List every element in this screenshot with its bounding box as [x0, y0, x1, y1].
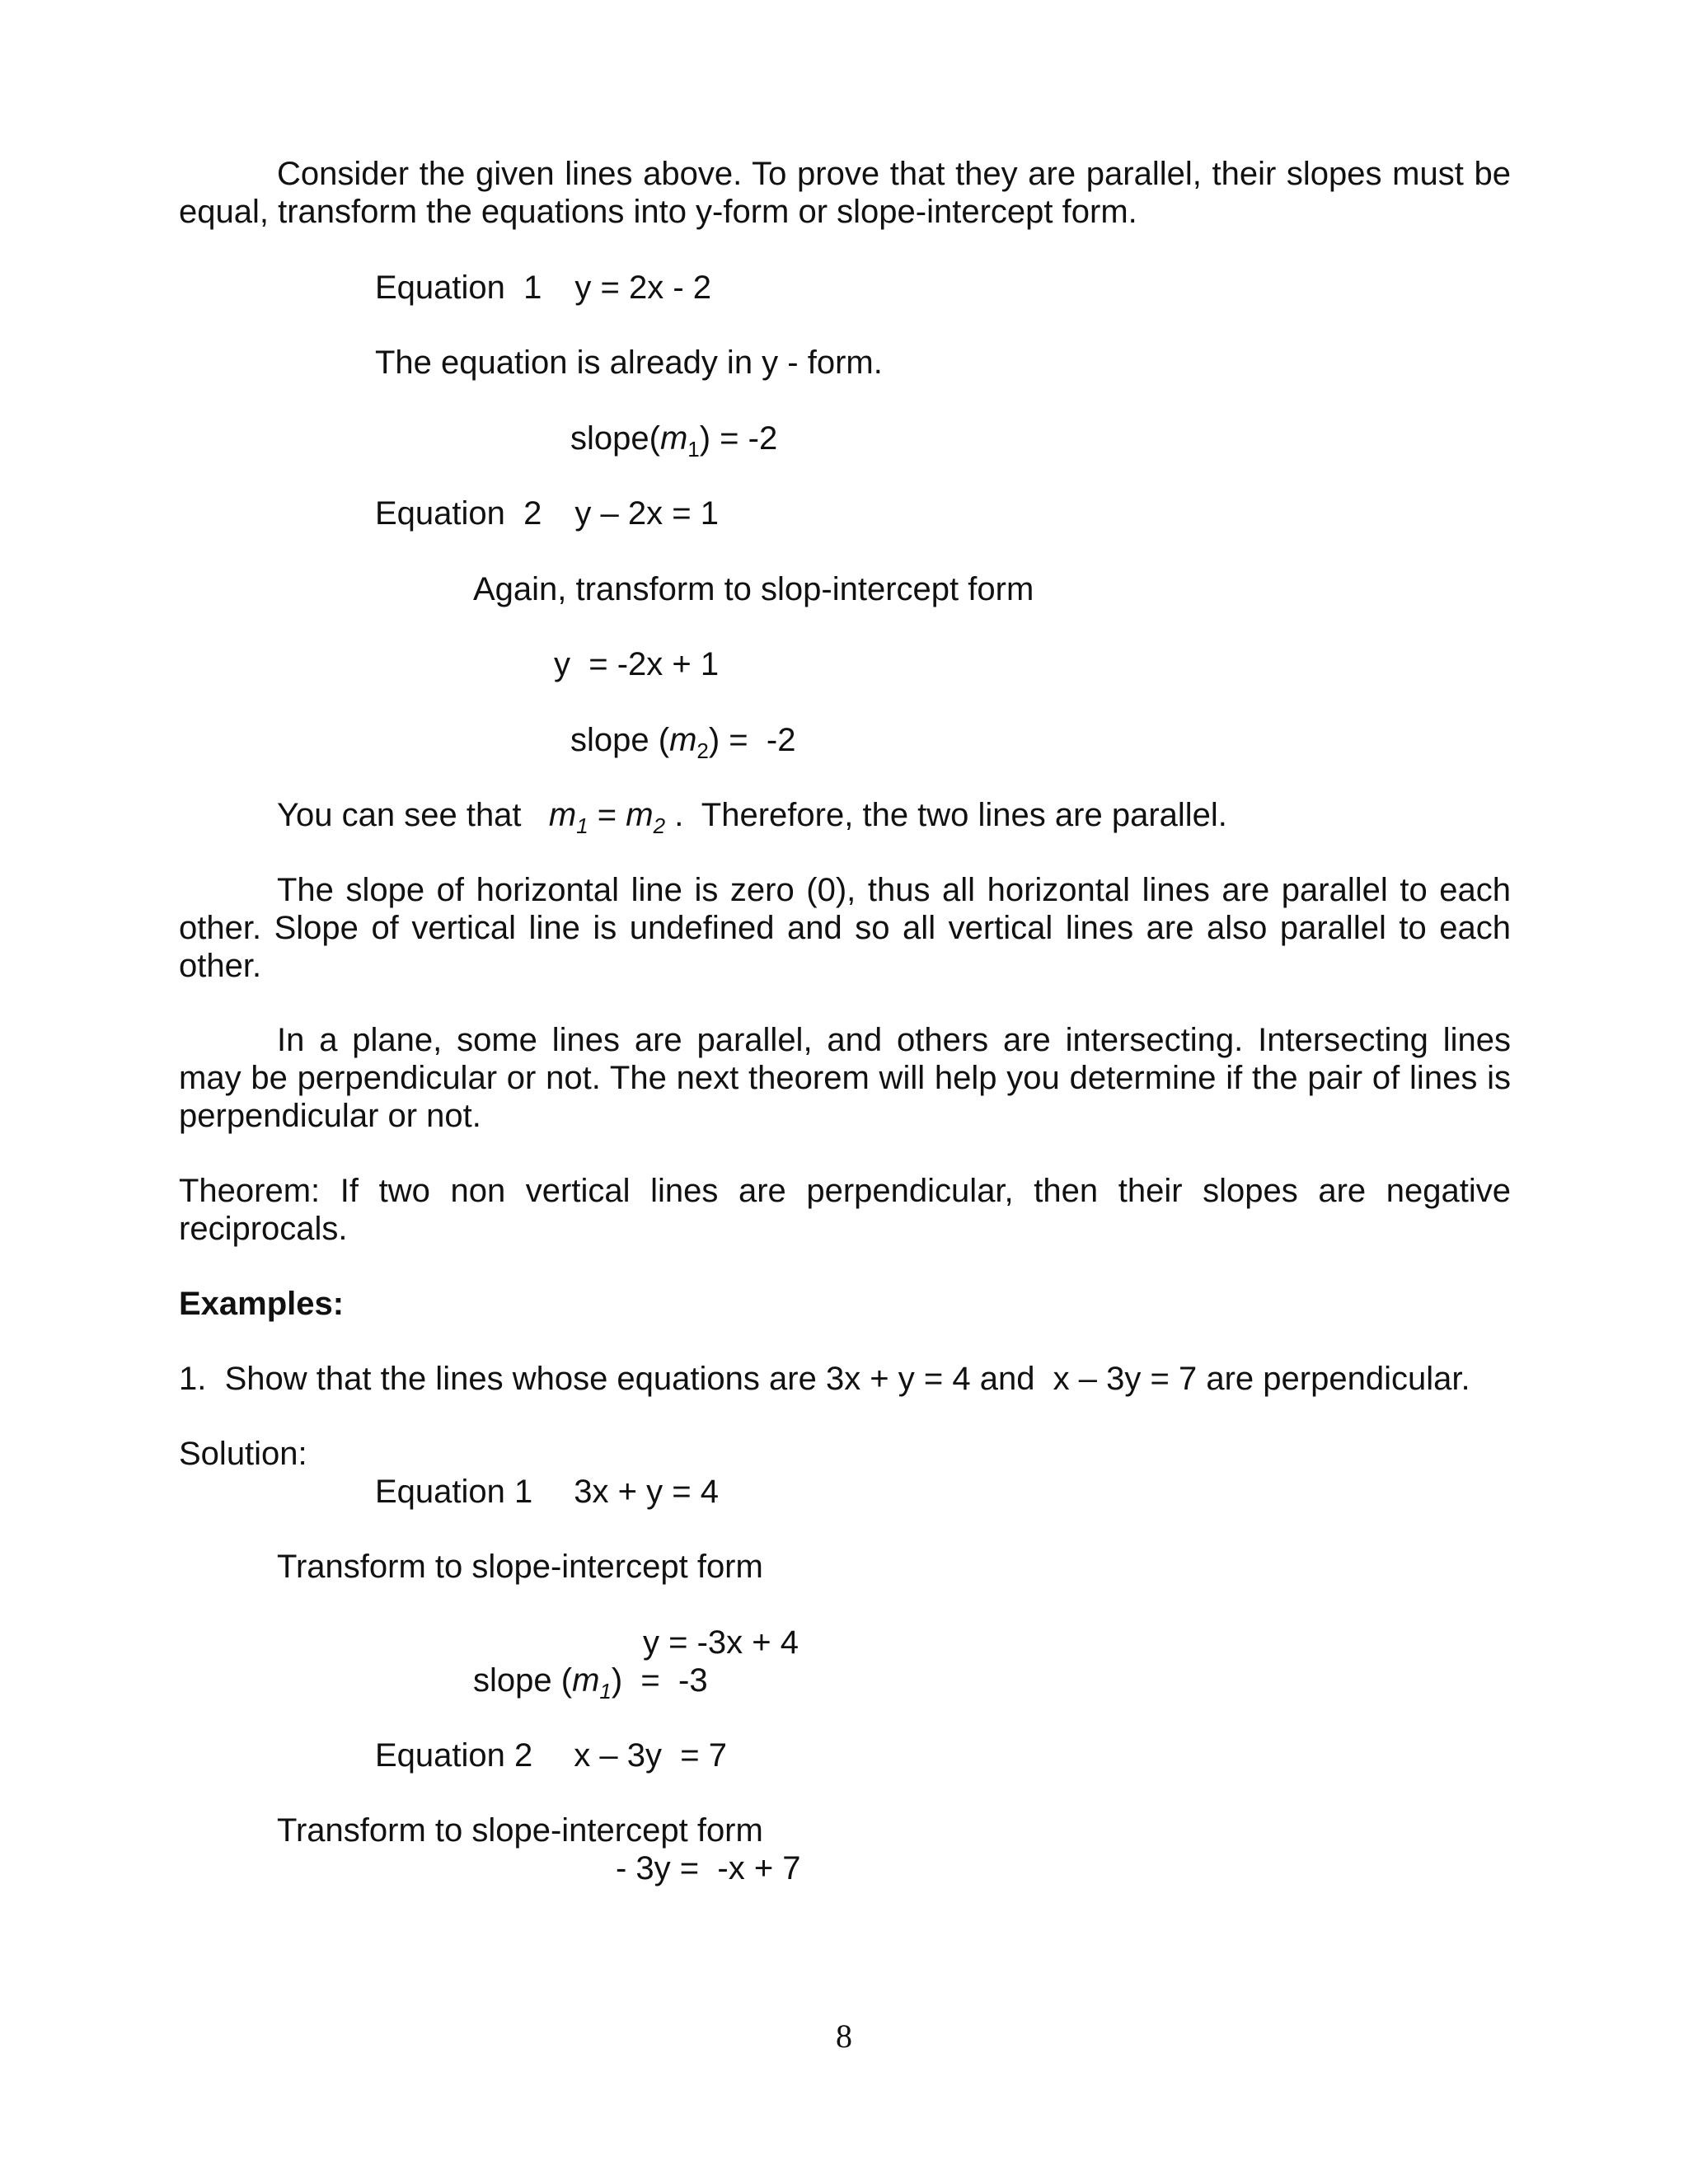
theorem-paragraph: Theorem: If two non vertical lines are perpendicular, then their slopes are negative reciprocals. — [179, 1173, 1511, 1247]
conclusion-prefix: You can see that — [277, 797, 549, 833]
intersecting-paragraph: In a plane, some lines are parallel, and others are intersecting. Intersecting lines may be perpendicular or not. The next theorem will help you determine if the pair of lines is perpendicular or not. — [179, 1022, 1511, 1134]
equation-2-note: Again, transform to slop-intercept form — [473, 571, 1034, 607]
transform-2: Transform to slope-intercept form — [277, 1812, 763, 1849]
equation-1-value: y = 2x - 2 — [574, 269, 712, 306]
slope-1-line — [570, 419, 778, 462]
equation-1-line — [375, 269, 711, 307]
example-equation-2-line — [375, 1736, 727, 1774]
example-slope-1-line — [473, 1661, 708, 1704]
slope-2-sub: 2 — [696, 738, 709, 763]
equation-2-line — [375, 494, 719, 532]
example-slope-1-var: m — [572, 1662, 600, 1699]
example-slope-1-prefix: slope ( — [473, 1662, 573, 1699]
example-equation-1-transformed: y = -3x + 4 — [643, 1624, 799, 1661]
conclusion-m1: m — [548, 797, 577, 833]
example-equation-2-value: x – 3y = 7 — [574, 1737, 727, 1774]
example-slope-1-suffix: ) = -3 — [611, 1662, 708, 1699]
conclusion-m2-sub: 2 — [653, 813, 666, 838]
slope-2-prefix: slope ( — [570, 722, 670, 758]
example-equation-1-label: Equation 1 — [375, 1474, 533, 1510]
examples-heading: Examples: — [179, 1286, 345, 1322]
slope-1-sub: 1 — [687, 437, 700, 462]
equation-2-label: Equation 2 — [375, 495, 542, 532]
transform-1: Transform to slope-intercept form — [277, 1549, 763, 1585]
conclusion-equals: = — [588, 797, 626, 833]
equation-2-transformed: y = -2x + 1 — [554, 646, 720, 682]
example-equation-1-value: 3x + y = 4 — [574, 1474, 719, 1510]
slope-2-suffix: ) = -2 — [708, 722, 796, 758]
conclusion-m2: m — [626, 797, 654, 833]
example-slope-1-sub: 1 — [599, 1679, 612, 1704]
slope-1-var: m — [659, 420, 688, 457]
intro-paragraph: Consider the given lines above. To prove that they are parallel, their slopes must be equal, transform the equations into y-form or slope-intercept form. — [179, 156, 1511, 230]
slope-1-suffix: ) = -2 — [699, 420, 778, 457]
page-number: 8 — [836, 2018, 852, 2055]
example-equation-1-line — [375, 1473, 719, 1511]
parallel-conclusion — [277, 796, 1227, 838]
problem-1: 1. Show that the lines whose equations are 3x + y = 4 and x – 3y = 7 are perpendicular. — [179, 1361, 1470, 1397]
slope-1-prefix: slope( — [570, 420, 660, 457]
equation-1-label: Equation 1 — [375, 269, 542, 306]
conclusion-m1-sub: 1 — [576, 813, 588, 838]
slope-2-var: m — [669, 722, 697, 758]
example-equation-2-step: - 3y = -x + 7 — [616, 1850, 801, 1886]
horizontal-vertical-paragraph: The slope of horizontal line is zero (0), thus all horizontal lines are parallel to each other. Slope of vertical line is undefined and so all vertical lines are also parallel to each other. — [179, 872, 1511, 984]
example-equation-2-label: Equation 2 — [375, 1737, 533, 1774]
equation-1-note: The equation is already in y - form. — [375, 344, 883, 381]
conclusion-suffix: . Therefore, the two lines are parallel. — [665, 797, 1227, 833]
solution-label: Solution: — [179, 1436, 307, 1472]
slope-2-line — [570, 721, 796, 763]
equation-2-value: y – 2x = 1 — [574, 495, 719, 532]
